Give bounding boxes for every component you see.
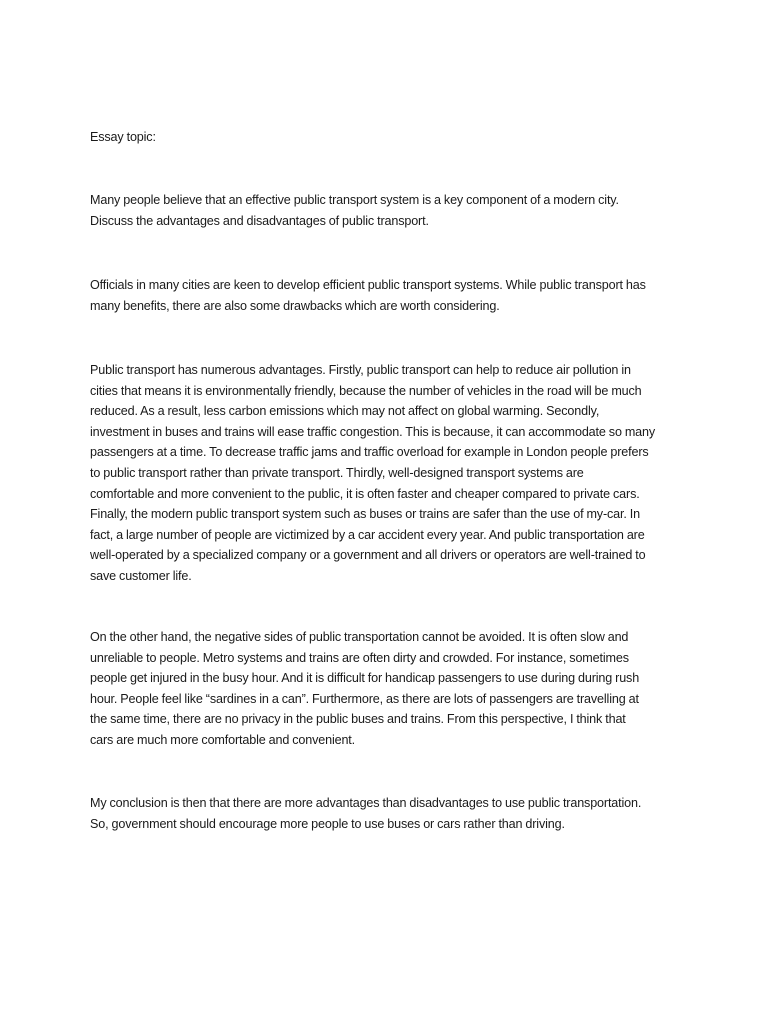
disadvantages-line: unreliable to people. Metro systems and trains are often dirty and crowded. For instance, sometimes	[90, 650, 629, 665]
advantages-line: comfortable and more convenient to the public, it is often faster and cheaper compared to private cars.	[90, 486, 640, 501]
advantages-line: to public transport rather than private transport. Thirdly, well-designed transport systems are	[90, 465, 584, 480]
advantages-line: fact, a large number of people are victimized by a car accident every year. And public transportation are	[90, 527, 645, 542]
prompt-line: Discuss the advantages and disadvantages of public transport.	[90, 213, 429, 228]
conclusion-paragraph	[90, 793, 690, 834]
advantages-line: passengers at a time. To decrease traffic jams and traffic overload for example in London people prefers	[90, 445, 649, 460]
disadvantages-line: cars are much more comfortable and convenient.	[90, 732, 355, 747]
disadvantages-line: hour. People feel like “sardines in a can”. Furthermore, as there are lots of passengers are travelling at	[90, 691, 639, 706]
disadvantages-paragraph	[90, 627, 690, 751]
prompt-line: Many people believe that an effective public transport system is a key component of a modern city.	[90, 193, 619, 207]
intro-line: many benefits, there are also some drawbacks which are worth considering.	[90, 298, 500, 313]
intro-line: Officials in many cities are keen to develop efficient public transport systems. While public transport has	[90, 278, 646, 292]
topic-line: Essay topic:	[90, 130, 156, 144]
advantages-line: well-operated by a specialized company or a government and all drivers or operators are well-trained to	[90, 548, 646, 563]
advantages-line: Public transport has numerous advantages. Firstly, public transport can help to reduce air pollution in	[90, 363, 631, 377]
intro-paragraph	[90, 275, 690, 316]
advantages-line: investment in buses and trains will ease traffic congestion. This is because, it can accommodate so many	[90, 424, 656, 439]
advantages-line: Finally, the modern public transport system such as buses or trains are safer than the use of my-car. In	[90, 507, 640, 522]
advantages-paragraph	[90, 360, 690, 587]
essay-prompt	[90, 190, 690, 231]
disadvantages-line: the same time, there are no privacy in the public buses and trains. From this perspective, I think that	[90, 712, 626, 727]
conclusion-line: My conclusion is then that there are more advantages than disadvantages to use public transportation.	[90, 796, 642, 810]
advantages-line: reduced. As a result, less carbon emissions which may not affect on global warming. Secondly,	[90, 404, 600, 419]
essay-topic-label	[90, 127, 690, 148]
disadvantages-line: people get injured in the busy hour. And it is difficult for handicap passengers to use during during rush	[90, 671, 640, 686]
conclusion-line: So, government should encourage more people to use buses or cars rather than driving.	[90, 816, 565, 831]
disadvantages-line: On the other hand, the negative sides of public transportation cannot be avoided. It is often slow and	[90, 630, 629, 644]
advantages-line: save customer life.	[90, 568, 192, 583]
advantages-line: cities that means it is environmentally friendly, because the number of vehicles in the road will be much	[90, 383, 642, 398]
